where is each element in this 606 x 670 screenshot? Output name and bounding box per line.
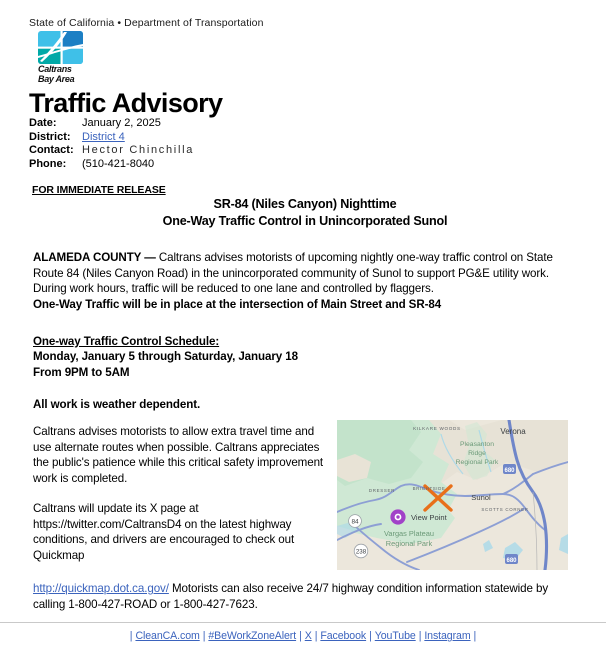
map-label-pleasanton-ridge-3: Regional Park: [455, 459, 499, 466]
meta-row-contact: [29, 144, 194, 158]
document-meta: [29, 117, 194, 171]
county-lead: ALAMEDA COUNTY —: [33, 251, 156, 264]
map-label-view-point: View Point: [411, 513, 447, 522]
meta-key-district: District:: [29, 130, 71, 143]
logo-wordmark: [38, 65, 118, 84]
caltrans-bay-area-logo: [38, 31, 118, 84]
map-label-dresser: DRESSER: [368, 488, 396, 493]
footer-links: [0, 630, 606, 642]
logo-wordmark-line1: Caltrans: [38, 64, 72, 74]
footer-sep-3: |: [314, 630, 318, 642]
advice-paragraph-2-pre: Caltrans will update its X page at https://twitter.com/CaltransD4 on the latest highway conditions, and drivers are encouraged to check out Quickmap: [33, 502, 295, 562]
map-shield-238: 238: [355, 548, 367, 556]
map-label-scotts-corner: SCOTTS CORNER: [481, 507, 529, 512]
quickmap-link[interactable]: http://quickmap.dot.ca.gov/: [33, 582, 169, 595]
body-text: Caltrans advises motorists of upcoming nightly one-way traffic control on State Route 84 (Niles Canyon Road) in the unincorporated community of Sunol to support PG&E utility work. During work hours, traffic will be reduced to one lane and controlled by flaggers.: [33, 251, 553, 296]
meta-key-date: Date:: [29, 117, 57, 129]
schedule-heading: One-way Traffic Control Schedule:: [33, 335, 220, 348]
meta-key-contact: Contact:: [29, 144, 74, 157]
map-label-pleasanton-ridge-2: Ridge: [468, 450, 486, 457]
release-label: FOR IMMEDIATE RELEASE: [32, 184, 166, 196]
footer-divider: [0, 622, 606, 623]
caltrans-logo-icon: [38, 31, 83, 64]
body-bold-note: One-Way Traffic will be in place at the intersection of Main Street and SR-84: [33, 298, 442, 312]
map-shield-680-south: 680: [506, 558, 517, 564]
map-label-vargas-plateau-1: Vargas Plateau: [384, 529, 434, 538]
agency-line: State of California • Department of Transportation: [29, 17, 264, 29]
map-label-sunol: Sunol: [471, 493, 491, 502]
map-graphic: [337, 420, 568, 570]
footer-link-facebook[interactable]: Facebook: [320, 630, 367, 642]
map-shield-680-north: 680: [504, 468, 515, 474]
headline-line2: One-Way Traffic Control in Unincorporated Sunol: [162, 214, 448, 228]
meta-value-phone: (510-421-8040: [82, 157, 155, 170]
district-link[interactable]: District 4: [82, 130, 125, 143]
view-point-marker: [390, 509, 405, 524]
footer-sep-1: |: [202, 630, 206, 642]
schedule-hours: From 9PM to 5AM: [33, 365, 130, 379]
footer-link-youtube[interactable]: YouTube: [374, 630, 416, 642]
body-paragraph: [33, 250, 579, 313]
weather-note: All work is weather dependent.: [33, 398, 201, 411]
meta-value-date: January 2, 2025: [82, 117, 161, 129]
footer-sep-2: |: [299, 630, 302, 642]
map-label-brightside: BRIGHTSIDE: [412, 486, 446, 491]
map-label-verona: Verona: [500, 427, 526, 436]
footer-sep-0: |: [129, 630, 133, 642]
page-title: Traffic Advisory: [29, 88, 223, 118]
map-label-vargas-plateau-2: Regional Park: [385, 539, 433, 548]
footer-sep-5: |: [418, 630, 422, 642]
paragraph-gap: [33, 486, 325, 501]
footer-sep-4: |: [369, 630, 372, 642]
headline-line1: SR-84 (Niles Canyon) Nighttime: [213, 197, 397, 211]
map-shield-84: 84: [351, 518, 359, 526]
headline: [90, 196, 520, 230]
footer-link-x[interactable]: X: [304, 630, 312, 642]
meta-value-contact: Hector Chinchilla: [82, 144, 195, 157]
footer-link-instagram[interactable]: Instagram: [424, 630, 471, 642]
logo-wordmark-line2: Bay Area: [38, 73, 75, 84]
map-label-pleasanton-ridge-1: Pleasanton: [459, 441, 495, 448]
location-map[interactable]: [337, 420, 568, 570]
advice-tail: [33, 581, 579, 612]
advice-paragraph-2-post: Motorists can also receive 24/7 highway condition information statewide by calling 1-800-427-ROAD or 1-800-427-7623.: [33, 582, 549, 611]
meta-row-district: [29, 131, 194, 145]
meta-row-date: [29, 117, 194, 131]
meta-key-phone: Phone:: [29, 157, 67, 170]
meta-row-phone: [29, 158, 194, 172]
schedule-dates: Monday, January 5 through Saturday, January 18: [33, 350, 298, 364]
footer-link-cleanca[interactable]: CleanCA.com: [135, 630, 200, 642]
footer-link-beworkzonealert[interactable]: #BeWorkZoneAlert: [208, 630, 297, 642]
advice-column: [33, 424, 325, 563]
schedule-block: [33, 334, 453, 380]
map-label-kilkare-woods: KILKARE WOODS: [413, 426, 461, 431]
footer-sep-6: |: [473, 630, 477, 642]
advice-paragraph-1: Caltrans advises motorists to allow extra travel time and use alternate routes when possible. Caltrans appreciates the public's patience while this critical safety improvement work is completed.: [33, 425, 324, 485]
